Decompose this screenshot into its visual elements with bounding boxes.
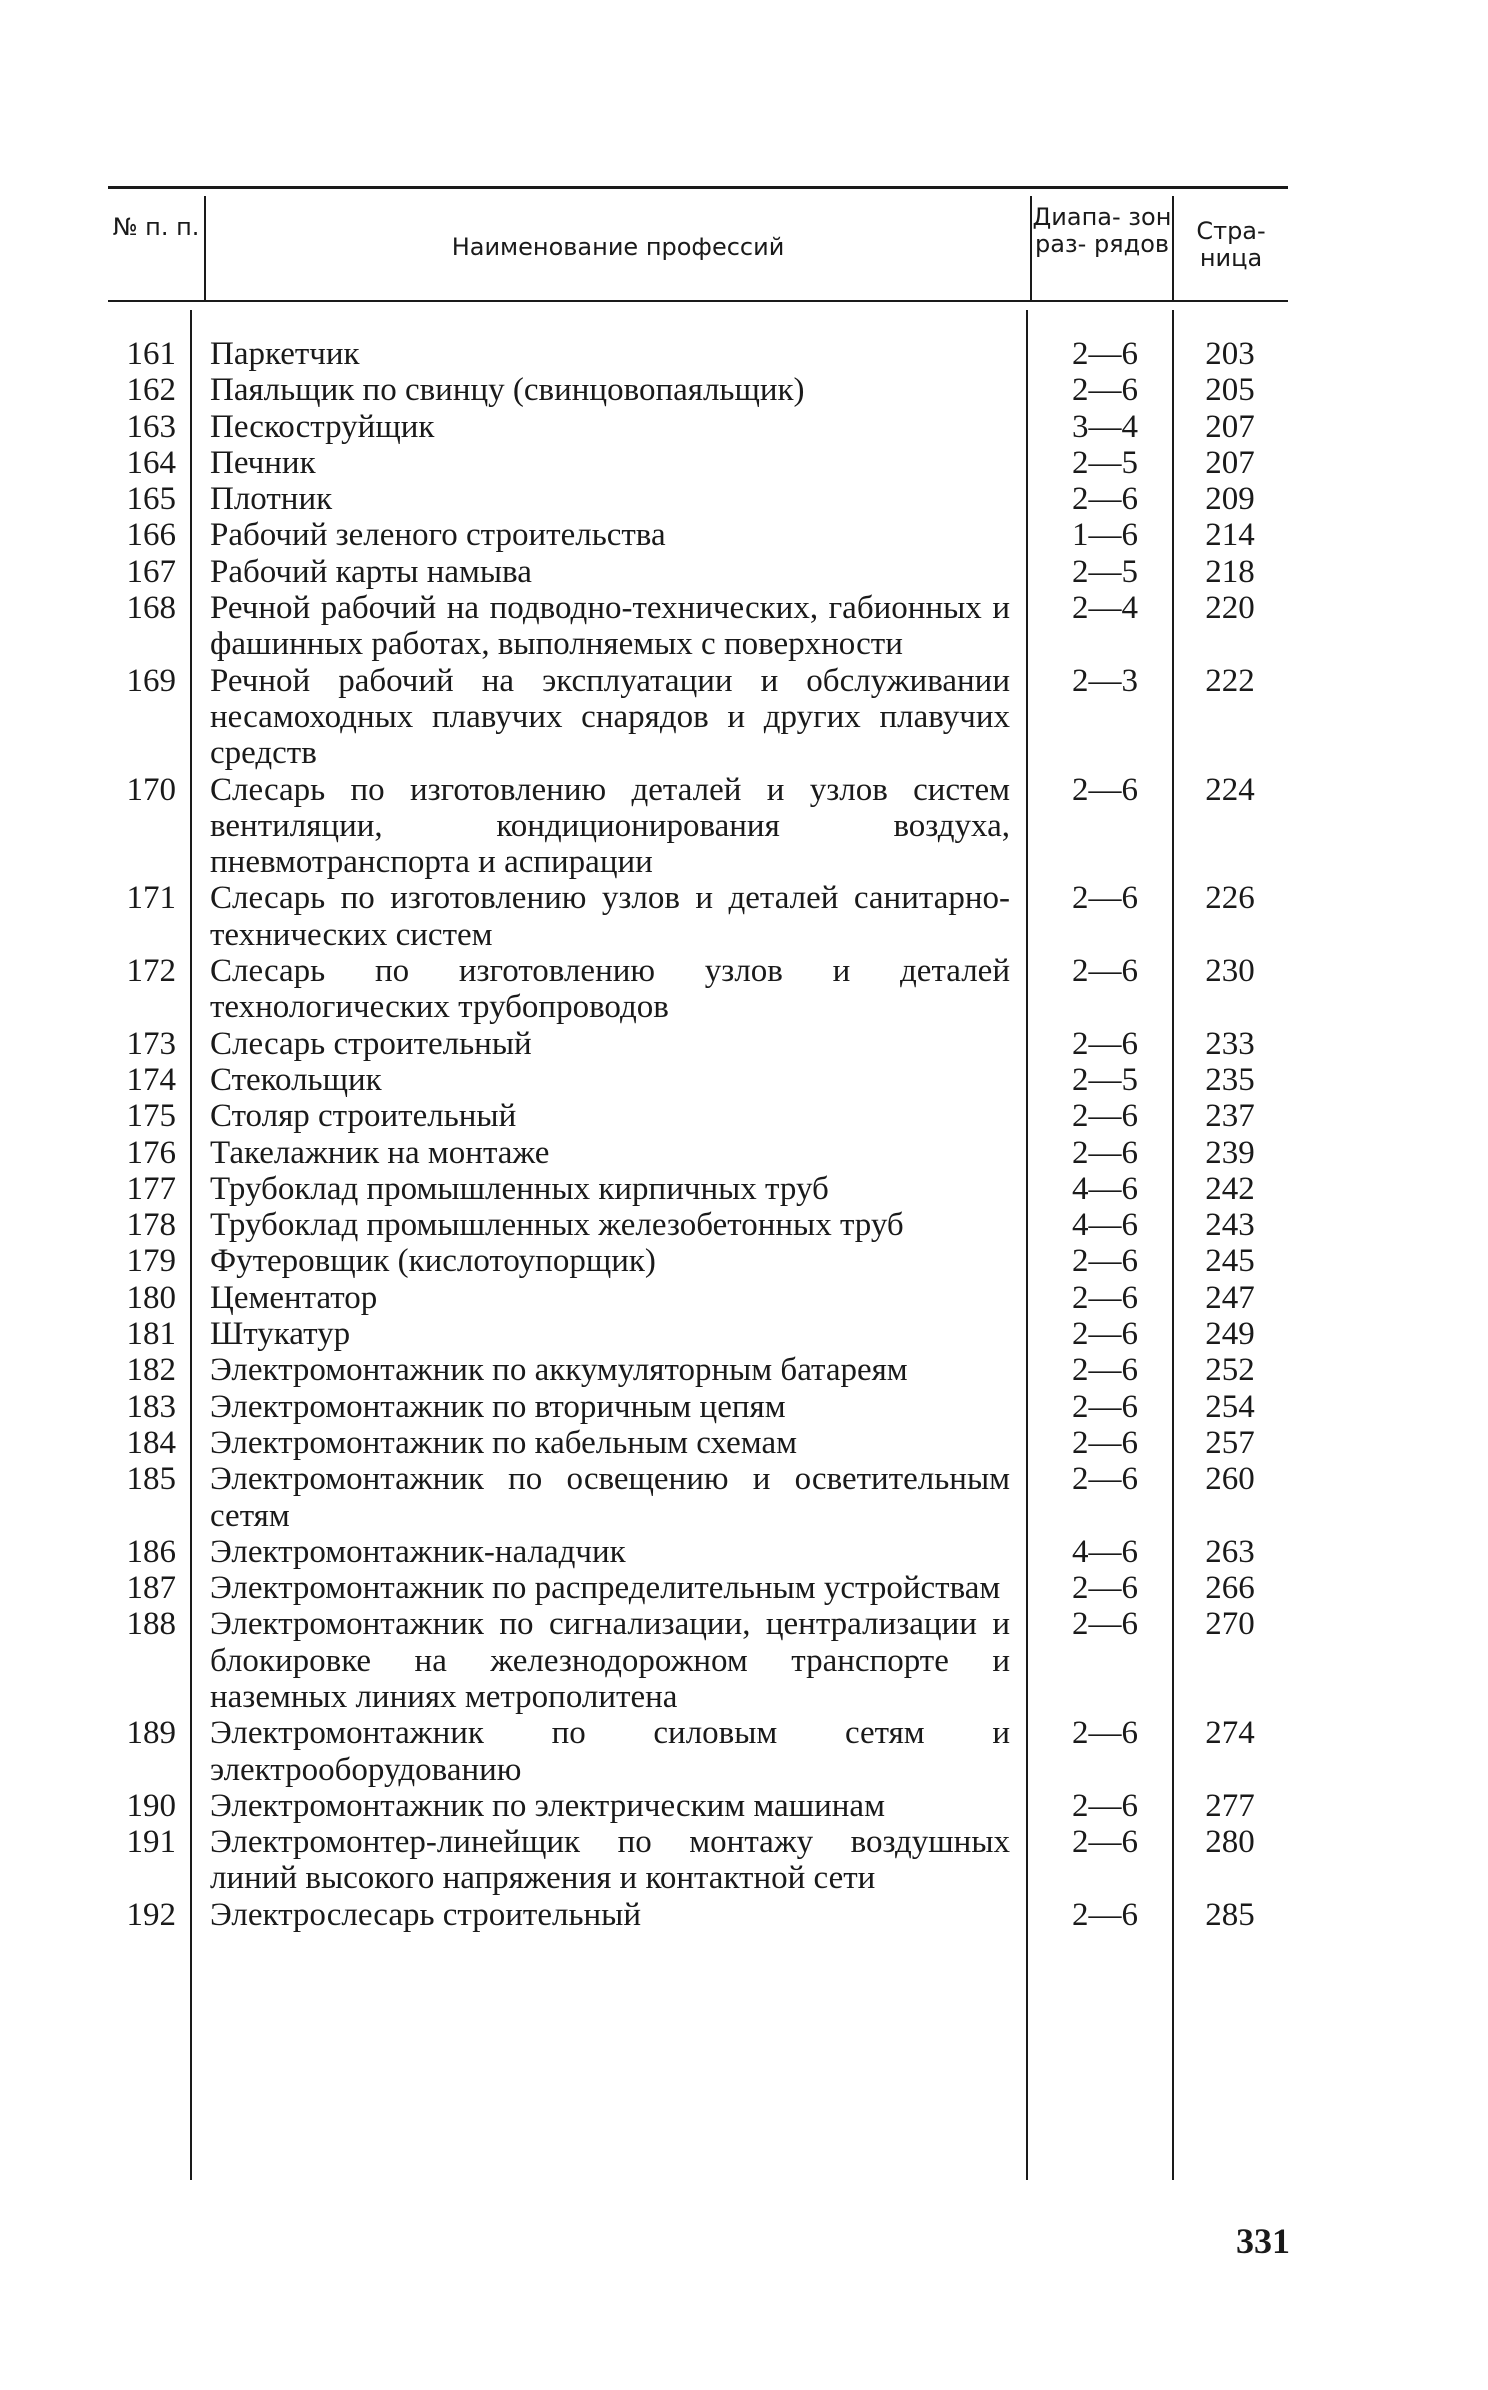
row-number: 183 xyxy=(126,1388,176,1425)
profession-name: Рабочий зеленого строительства xyxy=(210,517,666,554)
profession-name: Паркетчик xyxy=(210,336,360,372)
page-ref: 214 xyxy=(1205,517,1255,554)
row-number: 177 xyxy=(126,1170,176,1207)
row-number: 176 xyxy=(126,1134,176,1171)
grade-range: 2—6 xyxy=(1072,1025,1138,1062)
page-ref: 247 xyxy=(1205,1279,1255,1316)
row-number: 169 xyxy=(126,662,176,699)
profession-name: Электромонтер-линейщик по монтажу воздушных линий высокого напряжения и контактной сети xyxy=(210,1824,1010,1897)
table-row xyxy=(0,953,1488,1026)
table-row xyxy=(0,517,1488,553)
table-row xyxy=(0,1897,1488,1933)
table-row xyxy=(0,554,1488,590)
grade-range: 2—5 xyxy=(1072,444,1138,481)
grade-range: 4—6 xyxy=(1072,1533,1138,1570)
row-number: 165 xyxy=(126,481,176,518)
grade-range: 2—6 xyxy=(1072,771,1138,808)
row-number: 182 xyxy=(126,1352,176,1389)
grade-range: 2—6 xyxy=(1072,481,1138,518)
row-number: 161 xyxy=(126,336,176,372)
profession-name: Электромонтажник по электрическим машинам xyxy=(210,1787,885,1824)
page-ref: 252 xyxy=(1205,1352,1255,1389)
profession-name: Электромонтажник по силовым сетям и электрооборудованию xyxy=(210,1715,1010,1788)
table-row xyxy=(0,1534,1488,1570)
row-number: 189 xyxy=(126,1715,176,1752)
grade-range: 2—6 xyxy=(1072,1824,1138,1861)
table-row xyxy=(0,409,1488,445)
profession-name: Электрослесарь строительный xyxy=(210,1896,641,1933)
page-ref: 274 xyxy=(1205,1715,1255,1752)
grade-range: 2—6 xyxy=(1072,372,1138,409)
profession-name: Электромонтажник-наладчик xyxy=(210,1533,626,1570)
header-bottom-rule xyxy=(108,300,1288,302)
row-number: 178 xyxy=(126,1207,176,1244)
page-ref: 205 xyxy=(1205,372,1255,409)
grade-range: 2—5 xyxy=(1072,553,1138,590)
grade-range: 2—6 xyxy=(1072,1570,1138,1607)
grade-range: 1—6 xyxy=(1072,517,1138,554)
profession-name: Печник xyxy=(210,444,316,481)
grade-range: 2—6 xyxy=(1072,1134,1138,1171)
table-row xyxy=(0,1207,1488,1243)
page-number: 331 xyxy=(1236,2221,1290,2261)
row-number: 171 xyxy=(126,880,176,917)
page-ref: 263 xyxy=(1205,1533,1255,1570)
page-ref: 277 xyxy=(1205,1787,1255,1824)
page-ref: 254 xyxy=(1205,1388,1255,1425)
profession-name: Слесарь по изготовлению узлов и деталей технологических трубопроводов xyxy=(210,953,1010,1026)
table-row xyxy=(0,1788,1488,1824)
table-row xyxy=(0,1570,1488,1606)
row-number: 190 xyxy=(126,1787,176,1824)
profession-name: Электромонтажник по аккумуляторным батареям xyxy=(210,1352,908,1389)
page-ref: 266 xyxy=(1205,1570,1255,1607)
row-number: 187 xyxy=(126,1570,176,1607)
profession-name: Электромонтажник по кабельным схемам xyxy=(210,1424,797,1461)
page-ref: 235 xyxy=(1205,1061,1255,1098)
page-ref: 226 xyxy=(1205,880,1255,917)
table-row xyxy=(0,372,1488,408)
page-ref: 207 xyxy=(1205,408,1255,445)
grade-range: 2—6 xyxy=(1072,1461,1138,1498)
table-row xyxy=(0,1425,1488,1461)
header-divider-2 xyxy=(1030,196,1032,300)
header-page: Стра- ница xyxy=(1196,217,1266,272)
page-ref: 224 xyxy=(1205,771,1255,808)
profession-name: Речной рабочий на эксплуатации и обслуживании несамоходных плавучих снарядов и других плавучих средств xyxy=(210,662,1010,772)
table-row xyxy=(0,590,1488,663)
row-number: 179 xyxy=(126,1243,176,1280)
table-row xyxy=(0,1606,1488,1715)
grade-range: 2—3 xyxy=(1072,662,1138,699)
profession-name: Трубоклад промышленных железобетонных труб xyxy=(210,1207,904,1244)
profession-name: Электромонтажник по сигнализации, централизации и блокировке на железнодорожном транспорте и наземных линиях метрополитена xyxy=(210,1606,1010,1715)
profession-name: Такелажник на монтаже xyxy=(210,1134,550,1171)
header-grade-range: Диапа- зон раз- рядов xyxy=(1032,203,1172,258)
grade-range: 2—6 xyxy=(1072,1279,1138,1316)
header-number: № п. п. xyxy=(112,213,200,241)
table-row xyxy=(0,1098,1488,1134)
table-row xyxy=(0,1062,1488,1098)
row-number: 184 xyxy=(126,1424,176,1461)
grade-range: 2—6 xyxy=(1072,1098,1138,1135)
page-ref: 237 xyxy=(1205,1098,1255,1135)
grade-range: 2—6 xyxy=(1072,1606,1138,1643)
profession-name: Паяльщик по свинцу (свинцовопаяльщик) xyxy=(210,372,805,409)
profession-name: Штукатур xyxy=(210,1316,351,1353)
row-number: 175 xyxy=(126,1098,176,1135)
row-number: 162 xyxy=(126,372,176,409)
profession-name: Слесарь строительный xyxy=(210,1025,532,1062)
profession-name: Плотник xyxy=(210,481,333,518)
page-ref: 242 xyxy=(1205,1170,1255,1207)
page-ref: 230 xyxy=(1205,953,1255,990)
table-row xyxy=(0,772,1488,881)
grade-range: 2—6 xyxy=(1072,1787,1138,1824)
header-divider-3 xyxy=(1172,196,1174,300)
row-number: 166 xyxy=(126,517,176,554)
grade-range: 2—6 xyxy=(1072,1243,1138,1280)
table-row xyxy=(0,336,1488,372)
row-number: 164 xyxy=(126,444,176,481)
profession-name: Стекольщик xyxy=(210,1061,382,1098)
table-row xyxy=(0,1135,1488,1171)
table-row xyxy=(0,1280,1488,1316)
table-row xyxy=(0,1243,1488,1279)
table-row xyxy=(0,445,1488,481)
profession-name: Футеровщик (кислотоупорщик) xyxy=(210,1243,656,1280)
page-ref: 220 xyxy=(1205,590,1255,627)
row-number: 181 xyxy=(126,1316,176,1353)
header-divider-1 xyxy=(204,196,206,300)
profession-name: Электромонтажник по распределительным устройствам xyxy=(210,1570,1001,1607)
table-row xyxy=(0,1461,1488,1534)
row-number: 163 xyxy=(126,408,176,445)
grade-range: 2—6 xyxy=(1072,1896,1138,1933)
grade-range: 2—6 xyxy=(1072,1316,1138,1353)
row-number: 174 xyxy=(126,1061,176,1098)
page-ref: 207 xyxy=(1205,444,1255,481)
row-number: 192 xyxy=(126,1896,176,1933)
grade-range: 2—6 xyxy=(1072,1352,1138,1389)
profession-name: Электромонтажник по освещению и осветительным сетям xyxy=(210,1461,1010,1534)
page-ref: 203 xyxy=(1205,336,1255,372)
grade-range: 2—6 xyxy=(1072,953,1138,990)
table-row xyxy=(0,1026,1488,1062)
grade-range: 4—6 xyxy=(1072,1207,1138,1244)
profession-name: Речной рабочий на подводно-технических, габионных и фашинных работах, выполняемых с поверхности xyxy=(210,590,1010,663)
table-row xyxy=(0,1715,1488,1788)
grade-range: 2—6 xyxy=(1072,880,1138,917)
page-ref: 249 xyxy=(1205,1316,1255,1353)
table-row xyxy=(0,1352,1488,1388)
page-ref: 257 xyxy=(1205,1424,1255,1461)
row-number: 173 xyxy=(126,1025,176,1062)
page-ref: 260 xyxy=(1205,1461,1255,1498)
row-number: 170 xyxy=(126,771,176,808)
grade-range: 2—6 xyxy=(1072,1388,1138,1425)
profession-name: Столяр строительный xyxy=(210,1098,517,1135)
table-row xyxy=(0,880,1488,953)
table-top-rule xyxy=(108,186,1288,189)
page-ref: 239 xyxy=(1205,1134,1255,1171)
grade-range: 2—4 xyxy=(1072,590,1138,627)
page-ref: 280 xyxy=(1205,1824,1255,1861)
profession-table-body xyxy=(0,336,1488,1933)
grade-range: 2—5 xyxy=(1072,1061,1138,1098)
page-ref: 233 xyxy=(1205,1025,1255,1062)
page-ref: 209 xyxy=(1205,481,1255,518)
table-row xyxy=(0,1824,1488,1897)
page-ref: 222 xyxy=(1205,662,1255,699)
page-ref: 245 xyxy=(1205,1243,1255,1280)
grade-range: 3—4 xyxy=(1072,408,1138,445)
grade-range: 4—6 xyxy=(1072,1170,1138,1207)
table-row xyxy=(0,663,1488,772)
table-row xyxy=(0,1171,1488,1207)
row-number: 191 xyxy=(126,1824,176,1861)
row-number: 167 xyxy=(126,553,176,590)
table-row xyxy=(0,1316,1488,1352)
profession-name: Рабочий карты намыва xyxy=(210,553,532,590)
table-row xyxy=(0,1389,1488,1425)
row-number: 180 xyxy=(126,1279,176,1316)
profession-name: Цементатор xyxy=(210,1279,378,1316)
row-number: 186 xyxy=(126,1533,176,1570)
grade-range: 2—6 xyxy=(1072,1424,1138,1461)
row-number: 185 xyxy=(126,1461,176,1498)
row-number: 188 xyxy=(126,1606,176,1643)
grade-range: 2—6 xyxy=(1072,336,1138,372)
profession-name: Трубоклад промышленных кирпичных труб xyxy=(210,1170,829,1207)
grade-range: 2—6 xyxy=(1072,1715,1138,1752)
header-profession-name: Наименование профессий xyxy=(451,233,785,261)
page-ref: 243 xyxy=(1205,1207,1255,1244)
page-ref: 270 xyxy=(1205,1606,1255,1643)
profession-name: Слесарь по изготовлению узлов и деталей санитарно-технических систем xyxy=(210,880,1010,953)
profession-name: Слесарь по изготовлению деталей и узлов систем вентиляции, кондиционирования воздуха, пневмотранспорта и аспирации xyxy=(210,771,1010,881)
page-ref: 218 xyxy=(1205,553,1255,590)
profession-name: Электромонтажник по вторичным цепям xyxy=(210,1388,786,1425)
row-number: 172 xyxy=(126,953,176,990)
profession-name: Пескоструйщик xyxy=(210,408,435,445)
row-number: 168 xyxy=(126,590,176,627)
table-row xyxy=(0,481,1488,517)
page-ref: 285 xyxy=(1205,1896,1255,1933)
